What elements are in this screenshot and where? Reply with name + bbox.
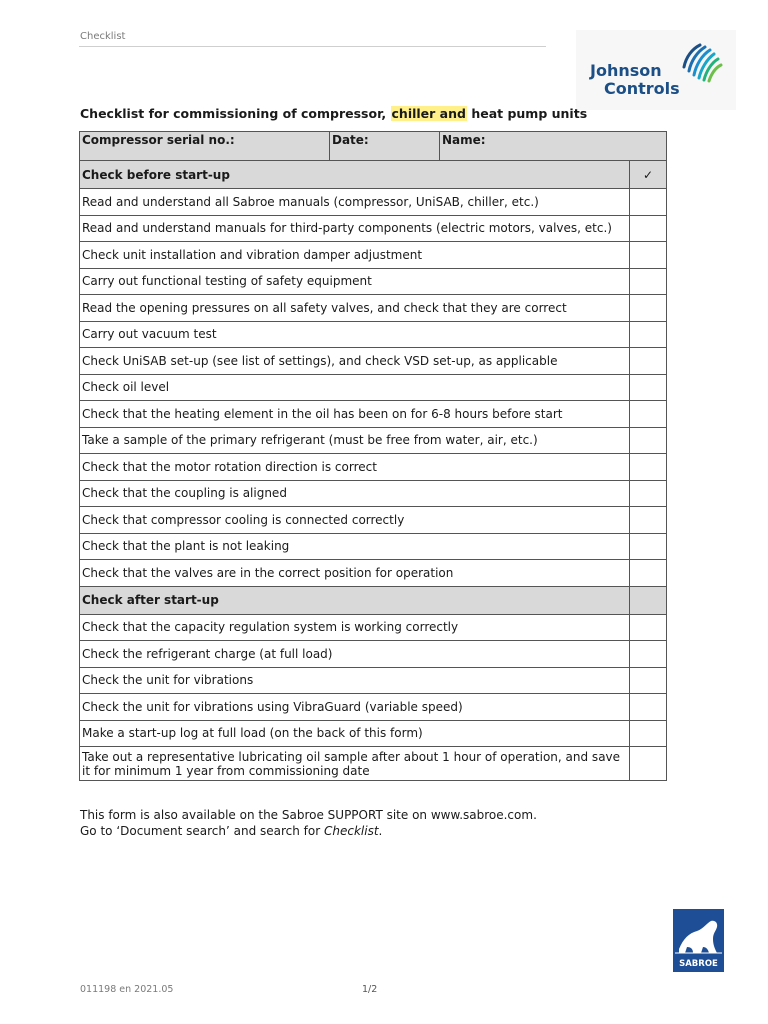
checklist-item-text: Check that the heating element in the oil has been on for 6-8 hours before start (80, 401, 630, 428)
checklist-row (80, 427, 667, 454)
serial-label: Compressor serial no.: (82, 133, 235, 147)
checklist-item-text: Make a start-up log at full load (on the back of this form) (80, 720, 630, 747)
footnote-line-2 (80, 824, 537, 840)
checklist-item-text: Check that the plant is not leaking (80, 533, 630, 560)
checklist-row (80, 720, 667, 747)
check-column-header (630, 586, 667, 614)
checkbox-cell[interactable] (630, 720, 667, 747)
checklist-row (80, 560, 667, 587)
checklist-item-text: Check the unit for vibrations (80, 667, 630, 694)
checklist-row (80, 641, 667, 668)
page-number: 1/2 (362, 984, 378, 995)
checklist-row (80, 189, 667, 216)
checkbox-cell[interactable] (630, 401, 667, 428)
checklist-item-text: Check the refrigerant charge (at full load) (80, 641, 630, 668)
checklist-row (80, 480, 667, 507)
checkbox-cell[interactable] (630, 295, 667, 322)
date-label: Date: (332, 133, 369, 147)
header-divider (79, 46, 546, 47)
checklist-item-text: Read the opening pressures on all safety valves, and check that they are correct (80, 295, 630, 322)
checklist-item-text: Check that the motor rotation direction is correct (80, 454, 630, 481)
checklist-row (80, 454, 667, 481)
checklist-row (80, 215, 667, 242)
checkbox-cell[interactable] (630, 427, 667, 454)
checkbox-cell[interactable] (630, 215, 667, 242)
commissioning-checklist-table (79, 131, 667, 781)
checklist-row (80, 533, 667, 560)
check-column-header: ✓ (630, 161, 667, 189)
section-header (80, 161, 667, 189)
johnson-controls-wordmark (590, 62, 685, 98)
name-label: Name: (442, 133, 486, 147)
section-title: Check after start-up (80, 586, 630, 614)
title-part-1: Checklist for commissioning of compressor, (80, 106, 391, 121)
info-row (80, 132, 667, 161)
checkbox-cell[interactable] (630, 189, 667, 216)
checklist-item-text: Check unit installation and vibration damper adjustment (80, 242, 630, 269)
checklist-item-text: Check oil level (80, 374, 630, 401)
checklist-item-text: Carry out vacuum test (80, 321, 630, 348)
checkbox-cell[interactable] (630, 454, 667, 481)
sabroe-wordmark: SABROE (679, 959, 718, 969)
checkbox-cell[interactable] (630, 268, 667, 295)
logo-line-2: Controls (604, 79, 680, 98)
checklist-row (80, 507, 667, 534)
checkbox-cell[interactable] (630, 507, 667, 534)
checklist-item-text: Take out a representative lubricating oil sample after about 1 hour of operation, and save it for minimum 1 year from commissioning date (80, 747, 630, 781)
checkbox-cell[interactable] (630, 242, 667, 269)
checklist-row (80, 348, 667, 375)
logo-line-1: Johnson (590, 61, 662, 80)
serial-field[interactable] (80, 132, 330, 161)
section-header (80, 586, 667, 614)
checklist-row (80, 374, 667, 401)
footnote-line-2-text: Go to ‘Document search’ and search for (80, 823, 324, 838)
checklist-item-text: Read and understand manuals for third-party components (electric motors, valves, etc.) (80, 215, 630, 242)
footnote-line-2-end: . (378, 823, 383, 838)
checkbox-cell[interactable] (630, 614, 667, 641)
checkbox-cell[interactable] (630, 667, 667, 694)
checkbox-cell[interactable] (630, 348, 667, 375)
document-id: 011198 en 2021.05 (80, 984, 174, 995)
checklist-row (80, 242, 667, 269)
checkbox-cell[interactable] (630, 694, 667, 721)
header-label: Checklist (80, 31, 126, 42)
checklist-row (80, 694, 667, 721)
footnote-line-1: This form is also available on the Sabroe SUPPORT site on www.sabroe.com. (80, 808, 537, 822)
date-field[interactable] (330, 132, 440, 161)
name-field[interactable] (440, 132, 667, 161)
page-title (80, 106, 587, 121)
checklist-row (80, 321, 667, 348)
polar-bear-icon (673, 909, 724, 972)
checklist-item-text: Check that the coupling is aligned (80, 480, 630, 507)
checklist-item-text: Check the unit for vibrations using VibraGuard (variable speed) (80, 694, 630, 721)
checklist-row (80, 667, 667, 694)
checklist-item-text: Carry out functional testing of safety equipment (80, 268, 630, 295)
checkbox-cell[interactable] (630, 747, 667, 781)
checklist-item-text: Read and understand all Sabroe manuals (compressor, UniSAB, chiller, etc.) (80, 189, 630, 216)
checkbox-cell[interactable] (630, 480, 667, 507)
checklist-item-text: Check UniSAB set-up (see list of settings), and check VSD set-up, as applicable (80, 348, 630, 375)
checklist-row (80, 268, 667, 295)
checklist-row (80, 295, 667, 322)
checklist-row (80, 401, 667, 428)
footnote (80, 808, 537, 839)
footnote-checklist-term: Checklist (323, 823, 379, 838)
checkbox-cell[interactable] (630, 641, 667, 668)
checkbox-cell[interactable] (630, 533, 667, 560)
checkbox-cell[interactable] (630, 374, 667, 401)
johnson-controls-swirl-icon (678, 41, 724, 85)
checkbox-cell[interactable] (630, 321, 667, 348)
title-part-2: heat pump units (466, 106, 588, 121)
checklist-row (80, 614, 667, 641)
checklist-row (80, 747, 667, 781)
checklist-item-text: Take a sample of the primary refrigerant (must be free from water, air, etc.) (80, 427, 630, 454)
checklist-item-text: Check that the capacity regulation system is working correctly (80, 614, 630, 641)
sabroe-logo (673, 909, 724, 972)
title-highlight: chiller and (391, 106, 466, 121)
checklist-item-text: Check that the valves are in the correct position for operation (80, 560, 630, 587)
section-title: Check before start-up (80, 161, 630, 189)
checkbox-cell[interactable] (630, 560, 667, 587)
checklist-item-text: Check that compressor cooling is connected correctly (80, 507, 630, 534)
